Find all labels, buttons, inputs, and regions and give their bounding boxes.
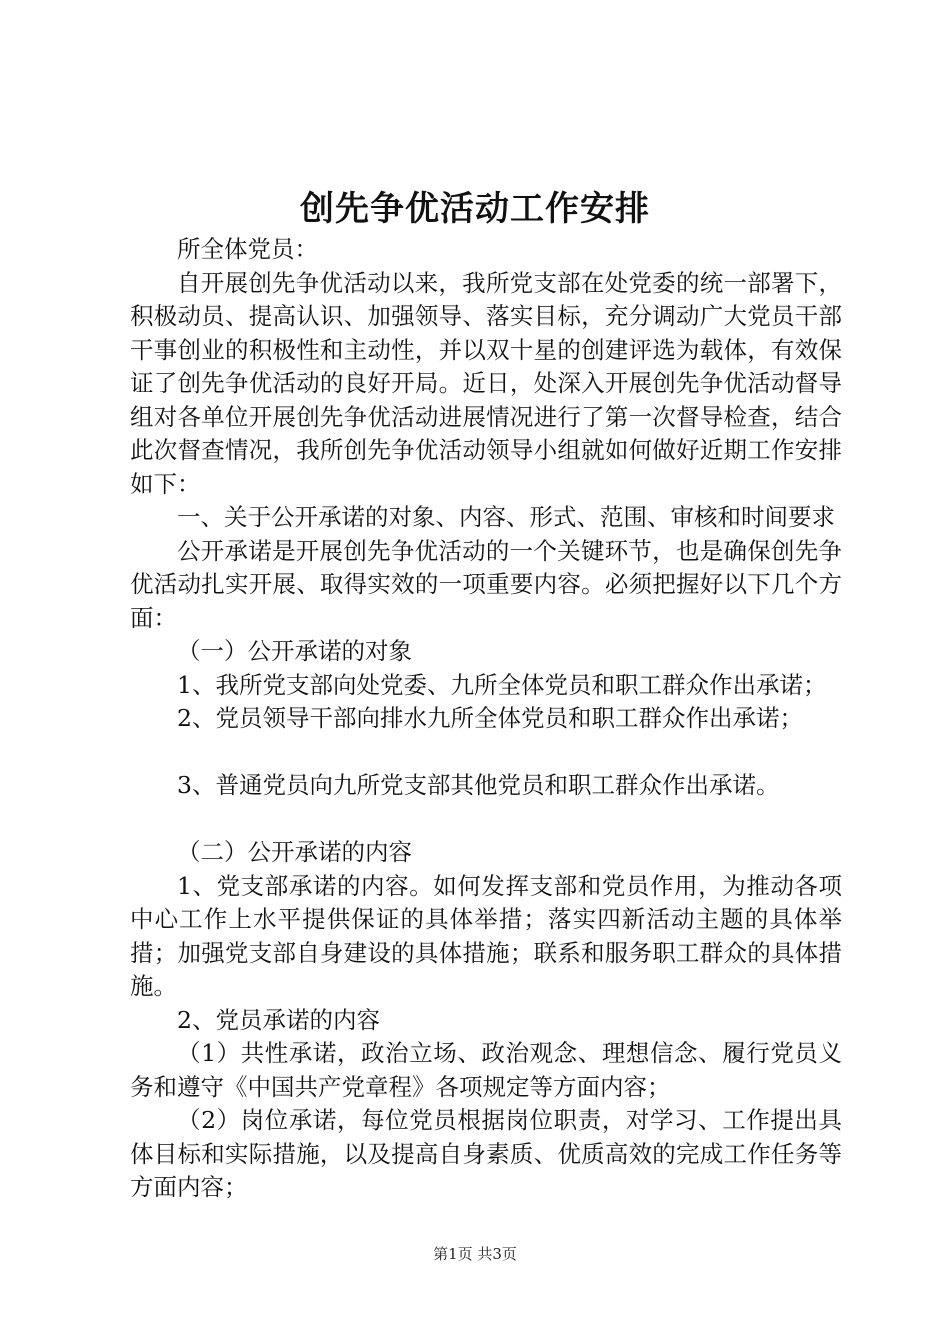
sub-list-item: （1）共性承诺，政治立场、政治观念、理想信念、履行党员义务和遵守《中国共产党章程》各项规定等方面内容； xyxy=(130,1039,842,1101)
paragraph-gap xyxy=(130,803,842,837)
sub-list-item: （2）岗位承诺，每位党员根据岗位职责，对学习、工作提出具体目标和实际措施，以及提高自身素质、优质高效的完成工作任务等方面内容； xyxy=(130,1106,842,1201)
list-item: 2、党员领导干部向排水九所全体党员和职工群众作出承诺； xyxy=(177,704,803,732)
document-title: 创先争优活动工作安排 xyxy=(300,189,650,229)
section-paragraph: 公开承诺是开展创先争优活动的一个关键环节，也是确保创先争优活动扎实开展、取得实效的一项重要内容。必须把握好以下几个方面： xyxy=(130,536,842,632)
list-item: 1、我所党支部向处党委、九所全体党员和职工群众作出承诺； xyxy=(177,670,827,699)
subsection-heading-2: （二）公开承诺的内容 xyxy=(177,838,412,866)
list-item: 2、党员承诺的内容 xyxy=(177,1005,380,1034)
subsection-heading-1: （一）公开承诺的对象 xyxy=(177,637,412,665)
paragraph-gap xyxy=(130,736,842,770)
section-heading-1: 一、关于公开承诺的对象、内容、形式、范围、审核和时间要求 xyxy=(177,503,835,531)
document-body xyxy=(130,233,842,1205)
page-footer: 第1页 共3页 xyxy=(433,1245,517,1263)
salutation: 所全体党员： xyxy=(177,235,318,263)
list-item: 1、党支部承诺的内容。如何发挥支部和党员作用，为推动各项中心工作上水平提供保证的具体举措；落实四新活动主题的具体举措；加强党支部自身建设的具体措施；联系和服务职工群众的具体措施。 xyxy=(130,871,842,1000)
list-item: 3、普通党员向九所党支部其他党员和职工群众作出承诺。 xyxy=(177,771,780,799)
intro-paragraph: 自开展创先争优活动以来，我所党支部在处党委的统一部署下，积极动员、提高认识、加强领导、落实目标，充分调动广大党员干部干事创业的积极性和主动性，并以双十星的创建评选为载体，有效保证了创先争优活动的良好开局。近日，处深入开展创先争优活动督导组对各单位开展创先争优活动进展情况进行了第一次督导检查，结合此次督查情况，我所创先争优活动领导小组就如何做好近期工作安排如下： xyxy=(130,268,842,498)
